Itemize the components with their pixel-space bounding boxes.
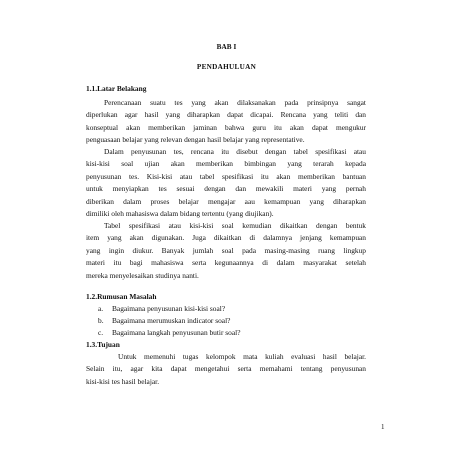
list-marker: b. [98,316,104,325]
text-line: Tabel spesifikasi atau kisi-kisi soal kemudian dikaitkan dengan bentuk [104,221,366,230]
list-item [86,315,366,327]
text-line: Dalam penyusunan tes, rencana itu disebut dengan tabel spesifikasi atau [104,147,366,156]
text-line: Untuk memenuhi tugas kelompok mata kuliah evaluasi hasil belajar. [118,352,366,361]
paragraph-latar-belakang-3 [86,220,366,282]
paragraph-latar-belakang-2 [86,146,366,220]
chapter-title: PENDAHULUAN [196,63,257,71]
text-line: item yang akan digunakan. Juga dikaitkan di dalamnya jenjang kemampuan [86,233,366,243]
section-heading-rumusan-masalah: 1.2.Rumusan Masalah [86,292,157,301]
paragraph-latar-belakang-1 [86,97,366,147]
text-line: diberikan dalam proses belajar mengajar aau kemampuan yang diharapkan [86,196,366,206]
paragraph-tujuan [86,351,366,388]
text-line: konseptual akan memberikan jaminan bahwa guru itu akan dapat mengukur [86,122,366,132]
text-line: mereka menyelesaikan studinya nanti. [86,270,199,280]
text-line: Perencanaan suatu tes yang akan dilaksanakan pada prinsipnya sangat [104,98,366,107]
problem-list [86,303,366,339]
list-item-text: Bagaimana merumuskan indicator soal? [112,316,231,325]
list-item-text: Bagaimana penyusunan kisi-kisi soal? [112,304,226,313]
text-line: yang ingin diukur. Banyak jumlah soal pada masing-masing ruang lingkup [86,245,366,255]
section-heading-tujuan: 1.3.Tujuan [86,340,120,349]
page-number: 1 [381,423,385,431]
section-heading-latar-belakang: 1.1.Latar Belakang [86,84,147,93]
text-line: penguasaan belajar yang relevan dengan hasil belajar yang representative. [86,135,305,145]
text-line: untuk menyiapkan tes sesuai dengan dan mewakili materi yang pernah [86,184,366,194]
text-line: diperlukan agar hasil yang diharapkan dapat dicapai. Rencana yang teliti dan [86,110,366,120]
text-line: materi itu bagi mahasiswa serta kegunaannya di dalam masyarakat setelah [86,258,366,268]
text-line: dimiliki oleh mahasiswa dalam bidang tertentu (yang diujikan). [86,209,274,219]
text-line: Selain itu, agar kita dapat mengetahui serta memahami tentang penyusunan [86,364,366,374]
list-item [86,303,366,315]
text-line: kisi-kisi tes hasil belajar. [86,376,160,386]
list-item [86,327,366,339]
chapter-number: BAB I [216,43,237,51]
list-marker: a. [98,304,104,313]
list-marker: c. [98,328,104,337]
text-line: kisi-kisi soal ujian akan memberikan bimbingan yang terarah kepada [86,159,366,169]
text-line: penyusunan tes. Kisi-kisi atau tabel spesifikasi itu akan memberikan bantuan [86,171,366,181]
list-item-text: Bagaimana langkah penyusunan butir soal? [112,328,241,337]
